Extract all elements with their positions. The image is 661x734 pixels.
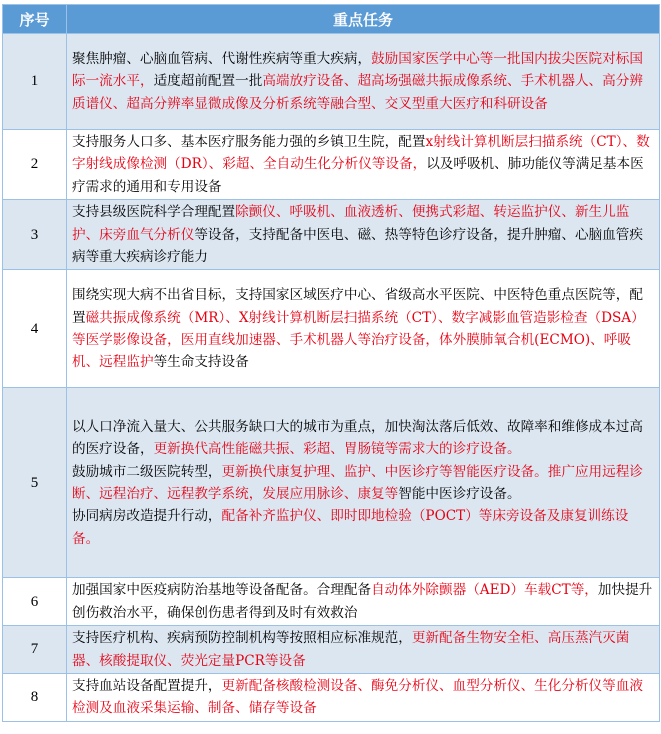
task-paragraph <box>72 201 655 268</box>
task-text: 支持血站设备配置提升， <box>72 678 222 695</box>
row-task-description <box>67 626 660 674</box>
highlighted-equipment-text: 自动体外除颤器（AED）车载CT等， <box>371 582 598 599</box>
table-row <box>3 130 660 200</box>
row-task-description <box>67 270 660 388</box>
row-serial-number: 4 <box>3 270 67 388</box>
row-task-description <box>67 578 660 626</box>
highlighted-equipment-text: 鼓励国家医学中心等一批国内拔尖医院对标国际一流水平， <box>72 50 643 90</box>
header-serial-number: 序号 <box>3 5 67 34</box>
task-paragraph <box>72 131 655 198</box>
task-text: 协同病房改造提升行动， <box>72 508 222 525</box>
table-row <box>3 626 660 674</box>
task-paragraph <box>72 284 655 374</box>
task-paragraph <box>72 48 655 115</box>
table-header-row <box>3 5 660 34</box>
table-body <box>3 34 660 722</box>
key-tasks-table <box>2 4 660 722</box>
highlighted-equipment-text: 磁共振成像系统（MR）、X射线计算机断层扫描系统（CT）、数字减影血管造影检查（DSA）等医学影像设备，医用直线加速器、手术机器人等治疗设备，体外膜肺氧合机(ECMO)、呼吸机、远程监护 <box>72 309 645 371</box>
task-text: 以人口净流入量大、公共服务缺口大的城市为重点，加快淘汰落后低效、故障率和维修成本过高的医疗设备， <box>72 418 643 458</box>
task-text: 加快提升创伤救治水平，确保创伤患者得到及时有效救治 <box>72 582 653 621</box>
task-text: 等设备，支持配备中医电、磁、热等特色诊疗设备，提升肿瘤、心脑血管疾病等重大疾病诊疗能力 <box>72 226 643 266</box>
highlighted-equipment-text: 除颤仪、呼吸机、血液透析、便携式彩超、转运监护仪、新生儿监护、床旁血气分析仪 <box>72 204 630 243</box>
task-text: 加强国家中医疫病防治基地等设备配备。合理配备 <box>72 582 372 599</box>
row-serial-number: 1 <box>3 34 67 130</box>
task-text: 智能中医诊疗设备。 <box>398 485 521 502</box>
task-paragraph <box>72 416 655 461</box>
task-paragraph <box>72 675 655 720</box>
row-serial-number: 2 <box>3 130 67 200</box>
highlighted-equipment-text: 更新换代高性能磁共振、彩超、胃肠镜等需求大的诊疗设备。 <box>153 441 521 458</box>
row-serial-number: 6 <box>3 578 67 626</box>
task-text: 鼓励城市二级医院转型， <box>72 463 222 480</box>
task-text: 支持服务人口多、基本医疗服务能力强的乡镇卫生院，配置 <box>72 134 426 150</box>
row-task-description <box>67 34 660 130</box>
row-task-description <box>67 674 660 722</box>
table-row <box>3 34 660 130</box>
row-serial-number: 7 <box>3 626 67 674</box>
header-key-tasks: 重点任务 <box>67 5 660 34</box>
highlighted-equipment-text: 更新换代康复护理、监护、中医诊疗等智能医疗设备。推广应用远程诊断、远程治疗、远程教学系统，发展应用脉诊、康复等 <box>72 463 643 502</box>
task-text: 等生命支持设备 <box>153 354 249 371</box>
task-text: 支持县级医院科学合理配置 <box>72 204 236 221</box>
highlighted-equipment-text: 配备补齐监护仪、即时即地检验（POCT）等床旁设备及康复训练设备。 <box>72 508 629 547</box>
highlighted-equipment-text: 更新配备生物安全柜、高压蒸汽灭菌器、核酸提取仪、荧光定量PCR等设备 <box>72 630 630 669</box>
table-row <box>3 674 660 722</box>
task-paragraph <box>72 579 655 624</box>
row-serial-number: 3 <box>3 200 67 270</box>
row-serial-number: 8 <box>3 674 67 722</box>
highlighted-equipment-text: 更新配备核酸检测设备、酶免分析仪、血型分析仪、生化分析仪等血液检测及血液采集运输、制备、储存等设备 <box>72 678 643 717</box>
task-paragraph <box>72 505 655 550</box>
task-text: 以及呼吸机、肺功能仪等满足基本医疗需求的通用和专用设备 <box>72 156 644 195</box>
table-row <box>3 578 660 626</box>
task-paragraph <box>72 461 655 506</box>
table-row <box>3 270 660 388</box>
highlighted-equipment-text: x射线计算机断层扫描系统（CT）、数字射线成像检测（DR）、彩超、全自动生化分析仪等设备， <box>72 134 650 173</box>
highlighted-equipment-text: 高端放疗设备、超高场强磁共振成像系统、手术机器人、高分辨质谱仪、超高分辨率显微成像及分析系统等融合型、交叉型重大医疗和科研设备 <box>72 73 643 112</box>
task-text: 聚焦肿瘤、心脑血管病、代谢性疾病等重大疾病， <box>72 50 372 67</box>
task-text: 支持医疗机构、疾病预防控制机构等按照相应标准规范， <box>72 630 412 647</box>
row-task-description <box>67 388 660 578</box>
table-row <box>3 200 660 270</box>
row-task-description <box>67 200 660 270</box>
table-row <box>3 388 660 578</box>
row-task-description <box>67 130 660 200</box>
task-text: 围绕实现大病不出省目标，支持国家区域医疗中心、省级高水平医院、中医特色重点医院等，配置 <box>72 287 643 326</box>
row-serial-number: 5 <box>3 388 67 578</box>
task-paragraph <box>72 627 655 672</box>
task-text: 适度超前配置一批 <box>153 73 263 90</box>
